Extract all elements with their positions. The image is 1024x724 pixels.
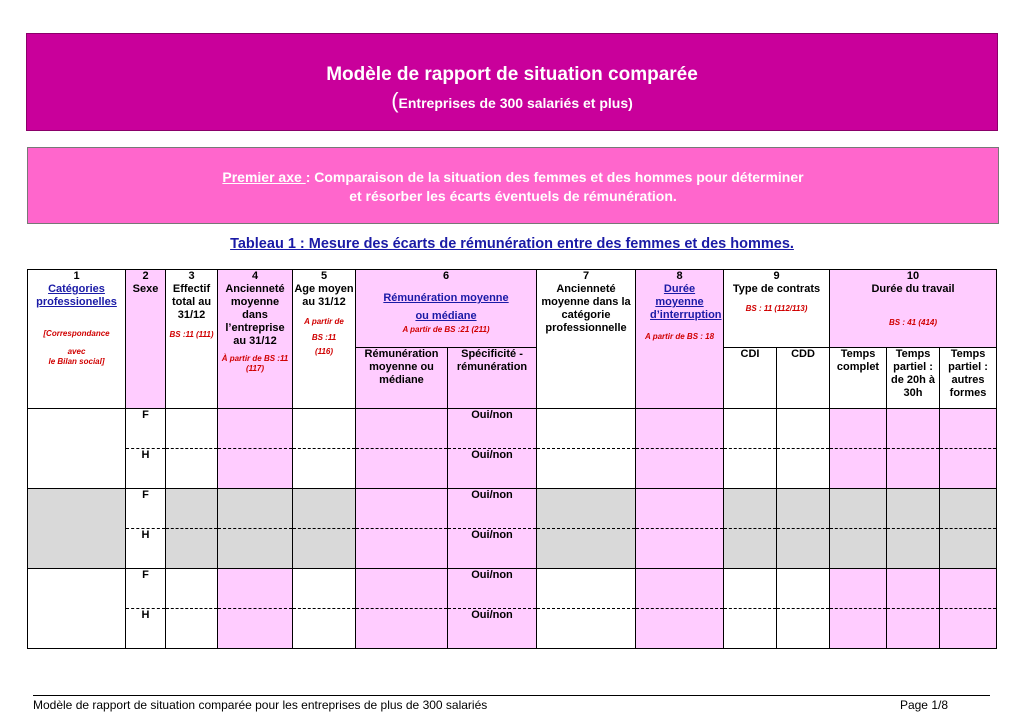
data-cell[interactable] — [636, 569, 724, 609]
data-cell[interactable] — [777, 449, 830, 489]
data-cell[interactable] — [537, 529, 636, 569]
data-cell[interactable] — [537, 409, 636, 449]
data-cell[interactable] — [537, 449, 636, 489]
data-cell[interactable] — [724, 529, 777, 569]
sexe-cell: F — [126, 569, 166, 609]
header-interruption — [636, 270, 724, 409]
data-cell[interactable] — [777, 529, 830, 569]
subheader-temps-complet: Temps complet — [830, 348, 887, 409]
data-cell[interactable] — [218, 529, 293, 569]
subheader-cdd: CDD — [777, 348, 830, 409]
data-cell[interactable] — [166, 409, 218, 449]
sexe-cell: H — [126, 529, 166, 569]
data-cell[interactable] — [940, 489, 997, 529]
col-num-9: 9 — [773, 270, 780, 282]
effectif-title: Effectif total au 31/12 — [171, 283, 212, 321]
data-cell[interactable] — [940, 409, 997, 449]
category-cell[interactable] — [28, 569, 126, 649]
data-cell[interactable] — [777, 609, 830, 649]
data-cell[interactable] — [724, 449, 777, 489]
col-num-3: 3 — [188, 270, 195, 282]
age-note-2: BS :11 — [311, 333, 337, 342]
data-cell[interactable] — [293, 529, 356, 569]
data-cell[interactable] — [293, 489, 356, 529]
contrats-note: BS : 11 (112/113) — [745, 304, 808, 313]
specificite-cell[interactable]: Oui/non — [448, 449, 537, 489]
subheader-temps-partiel-20-30: Temps partiel : de 20h à 30h — [887, 348, 940, 409]
data-cell[interactable] — [293, 609, 356, 649]
anciennete-entreprise-title: Ancienneté moyenne dans l’entreprise au 31/12 — [225, 283, 285, 347]
data-cell[interactable] — [356, 449, 448, 489]
data-cell[interactable] — [940, 609, 997, 649]
document-subtitle — [27, 88, 997, 114]
data-cell[interactable] — [218, 569, 293, 609]
axis-line-1 — [28, 168, 998, 187]
axis-label: Premier axe — [222, 169, 306, 185]
data-cell[interactable] — [636, 409, 724, 449]
table-row — [28, 609, 997, 649]
data-cell[interactable] — [830, 449, 887, 489]
header-contrats — [724, 270, 830, 348]
subheader-cdi: CDI — [724, 348, 777, 409]
data-cell[interactable] — [218, 449, 293, 489]
data-cell[interactable] — [940, 529, 997, 569]
subheader-remuneration-moyenne: Rémunération moyenne ou médiane — [356, 348, 448, 409]
subtitle-text: Entreprises de 300 salariés et plus) — [398, 95, 633, 111]
header-anciennete-categorie — [537, 270, 636, 409]
specificite-cell[interactable]: Oui/non — [448, 529, 537, 569]
sexe-cell: H — [126, 609, 166, 649]
data-cell[interactable] — [537, 489, 636, 529]
col-num-2: 2 — [142, 270, 149, 282]
data-cell[interactable] — [887, 609, 940, 649]
categories-note-1: [Correspondance — [43, 329, 110, 338]
data-cell[interactable] — [166, 529, 218, 569]
remuneration-note: A partir de BS :21 (211) — [402, 325, 490, 334]
categories-note-3: le Bilan social] — [48, 357, 105, 366]
subtitle-paren: ( — [391, 88, 399, 113]
data-cell[interactable] — [724, 409, 777, 449]
header-sexe — [126, 270, 166, 409]
data-cell[interactable] — [636, 609, 724, 649]
data-cell[interactable] — [218, 489, 293, 529]
table-row — [28, 449, 997, 489]
axis-text-2: et résorber les écarts éventuels de rémunération. — [349, 188, 677, 204]
age-note-1: A partir de — [304, 317, 344, 326]
data-cell[interactable] — [636, 449, 724, 489]
effectif-note: BS :11 (111) — [169, 330, 214, 339]
category-cell[interactable] — [28, 409, 126, 489]
data-cell[interactable] — [830, 529, 887, 569]
col-num-4: 4 — [251, 270, 259, 282]
col-num-1: 1 — [73, 270, 80, 282]
data-cell[interactable] — [887, 489, 940, 529]
specificite-cell[interactable]: Oui/non — [448, 409, 537, 449]
contrats-title: Type de contrats — [732, 283, 821, 295]
sexe-cell: F — [126, 409, 166, 449]
data-cell[interactable] — [293, 409, 356, 449]
data-cell[interactable] — [293, 449, 356, 489]
subheader-temps-partiel-autres: Temps partiel : autres formes — [940, 348, 997, 409]
header-anciennete-entreprise — [218, 270, 293, 409]
data-cell[interactable] — [356, 609, 448, 649]
data-cell[interactable] — [777, 489, 830, 529]
data-cell[interactable] — [940, 569, 997, 609]
col-num-5: 5 — [320, 270, 328, 282]
categories-link[interactable]: Catégories professionelles — [36, 283, 117, 308]
data-cell[interactable] — [356, 569, 448, 609]
data-cell[interactable] — [887, 569, 940, 609]
data-cell[interactable] — [724, 489, 777, 529]
header-remuneration — [356, 270, 537, 348]
data-cell[interactable] — [887, 449, 940, 489]
data-cell[interactable] — [887, 409, 940, 449]
col-num-7: 7 — [582, 270, 590, 282]
data-cell[interactable] — [724, 569, 777, 609]
duree-travail-note: BS : 41 (414) — [889, 318, 938, 327]
col-num-8: 8 — [676, 270, 683, 282]
col-num-6: 6 — [442, 270, 450, 282]
data-cell[interactable] — [166, 569, 218, 609]
anciennete-categorie-title: Ancienneté moyenne dans la catégorie professionnelle — [541, 283, 631, 334]
age-title: Age moyen au 31/12 — [294, 283, 354, 308]
interruption-link[interactable]: Durée moyenne d’interruption — [650, 283, 722, 321]
data-cell[interactable] — [830, 489, 887, 529]
anciennete-entreprise-note: À partir de BS :11 (117) — [221, 354, 289, 373]
sexe-title: Sexe — [132, 283, 159, 295]
data-cell[interactable] — [166, 489, 218, 529]
axis-banner — [27, 147, 999, 224]
data-cell[interactable] — [830, 409, 887, 449]
page-number: Page 1/8 — [899, 698, 948, 712]
data-cell[interactable] — [887, 529, 940, 569]
data-cell[interactable] — [293, 569, 356, 609]
axis-text-1: : Comparaison de la situation des femmes et des hommes pour déterminer — [305, 169, 804, 185]
data-cell[interactable] — [537, 609, 636, 649]
data-cell[interactable] — [940, 449, 997, 489]
specificite-cell[interactable]: Oui/non — [448, 489, 537, 529]
header-effectif — [166, 270, 218, 409]
table-row — [28, 409, 997, 449]
data-cell[interactable] — [636, 529, 724, 569]
table-row — [28, 569, 997, 609]
table-row — [28, 529, 997, 569]
header-age — [293, 270, 356, 409]
data-cell[interactable] — [356, 489, 448, 529]
duree-travail-title: Durée du travail — [871, 283, 955, 295]
remuneration-link[interactable]: Rémunération moyenne ou médiane — [383, 292, 509, 322]
data-cell[interactable] — [356, 409, 448, 449]
header-duree-travail — [830, 270, 997, 348]
data-cell[interactable] — [830, 569, 887, 609]
subheader-specificite: Spécificité - rémunération — [448, 348, 537, 409]
document-title: Modèle de rapport de situation comparée — [326, 64, 698, 85]
data-cell[interactable] — [777, 409, 830, 449]
sexe-cell: F — [126, 489, 166, 529]
data-cell[interactable] — [166, 609, 218, 649]
sexe-cell: H — [126, 449, 166, 489]
interruption-note: A partir de BS : 18 — [644, 332, 715, 341]
data-cell[interactable] — [537, 569, 636, 609]
table-row — [28, 489, 997, 529]
data-cell[interactable] — [724, 609, 777, 649]
comparison-table — [27, 269, 997, 649]
categories-note-2: avec — [67, 347, 86, 356]
data-cell[interactable] — [166, 449, 218, 489]
data-cell[interactable] — [636, 489, 724, 529]
specificite-cell[interactable]: Oui/non — [448, 569, 537, 609]
data-cell[interactable] — [356, 529, 448, 569]
table-title: Tableau 1 : Mesure des écarts de rémunération entre des femmes et des hommes. — [230, 236, 794, 252]
data-cell[interactable] — [218, 409, 293, 449]
footer-divider — [33, 695, 990, 696]
age-note-3: (116) — [314, 347, 334, 356]
data-cell[interactable] — [830, 609, 887, 649]
specificite-cell[interactable]: Oui/non — [448, 609, 537, 649]
category-cell[interactable] — [28, 489, 126, 569]
title-banner — [26, 33, 998, 131]
col-num-10: 10 — [906, 270, 920, 282]
footer-text: Modèle de rapport de situation comparée pour les entreprises de plus de 300 salariés — [33, 698, 488, 712]
data-cell[interactable] — [777, 569, 830, 609]
data-cell[interactable] — [218, 609, 293, 649]
header-categories — [28, 270, 126, 409]
